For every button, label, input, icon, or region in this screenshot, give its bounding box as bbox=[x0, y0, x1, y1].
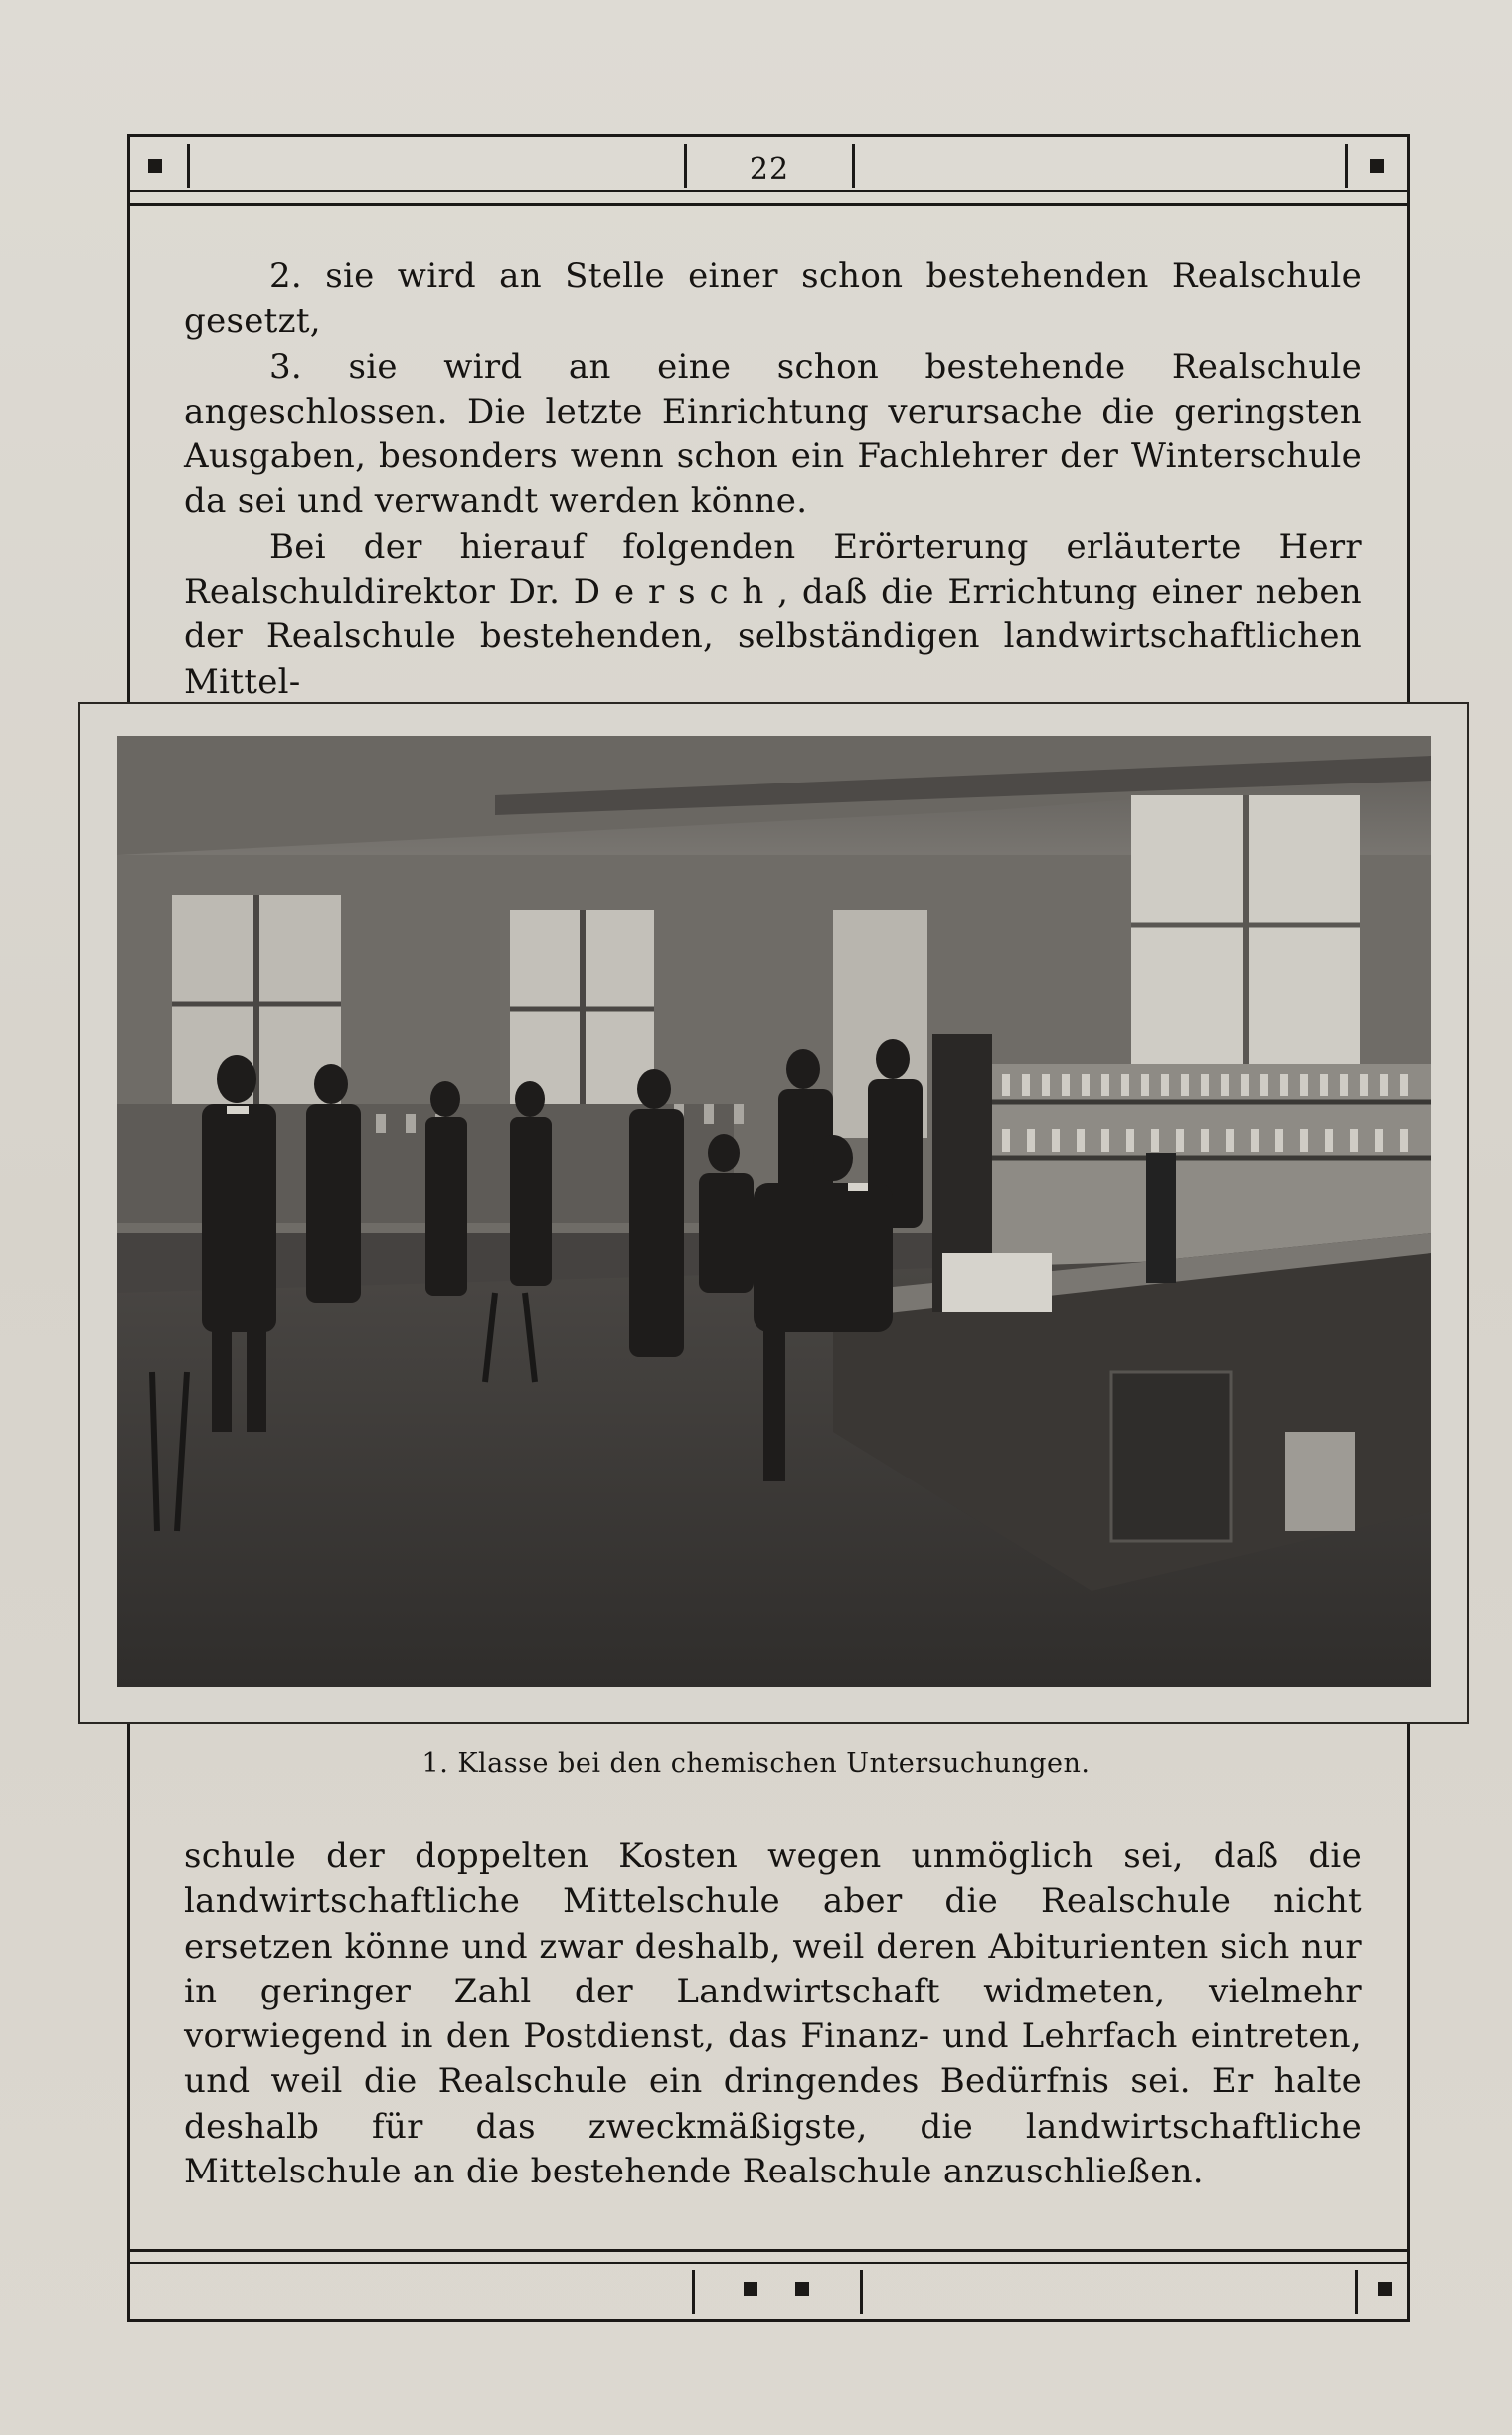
list-item-2: 2. sie wird an Stelle einer schon bestehenden Realschule gesetzt, bbox=[184, 257, 1362, 342]
photo-caption: 1. Klasse bei den chemischen Untersuchungen. bbox=[421, 1748, 1091, 1779]
photo-illustration bbox=[117, 736, 1431, 1687]
page-number: 22 bbox=[749, 152, 790, 187]
footer-divider bbox=[127, 2262, 1410, 2264]
footer-right-square-ornament bbox=[1378, 2282, 1392, 2296]
footer-center-box bbox=[692, 2270, 863, 2314]
classroom-photo bbox=[117, 736, 1431, 1687]
paragraph-discussion: Bei der hierauf folgenden Erörterung erläuterte Herr Realschuldirektor Dr. D e r s c h , daß die Errichtung einer neben der Realschule bestehenden, selbständigen landwirtschaftlichen Mittel- bbox=[184, 526, 1362, 702]
footer-center-square-ornament-2 bbox=[795, 2282, 809, 2296]
footer-center-square-ornament-1 bbox=[744, 2282, 757, 2296]
page-footer bbox=[127, 2249, 1410, 2322]
paragraph-continuation: schule der doppelten Kosten wegen unmöglich sei, daß die landwirtschaftliche Mittelschule aber die Realschule nicht ersetzen könne und zwar deshalb, weil deren Abiturienten sich nur in geringer Zahl der Landwirtschaft widmeten, vielmehr vorwiegend in den Postdienst, das Finanz- und Lehrfach eintreten, und weil die Realschule ein dringendes Bedürfnis sei. Er halte deshalb für das zweckmäßigste, die landwirtschaftliche Mittelschule an die bestehende Realschule anzuschließen. bbox=[184, 1836, 1362, 2192]
list-item-3: 3. sie wird an eine schon bestehende Realschule angeschlossen. Die letzte Einrichtung verursache die geringsten Ausgaben, besonders wenn schon ein Fachlehrer der Winterschule da sei und verwandt werden könne. bbox=[184, 346, 1362, 522]
top-text bbox=[184, 255, 1362, 705]
bottom-text bbox=[184, 1834, 1362, 2194]
footer-right-box bbox=[1355, 2270, 1358, 2314]
